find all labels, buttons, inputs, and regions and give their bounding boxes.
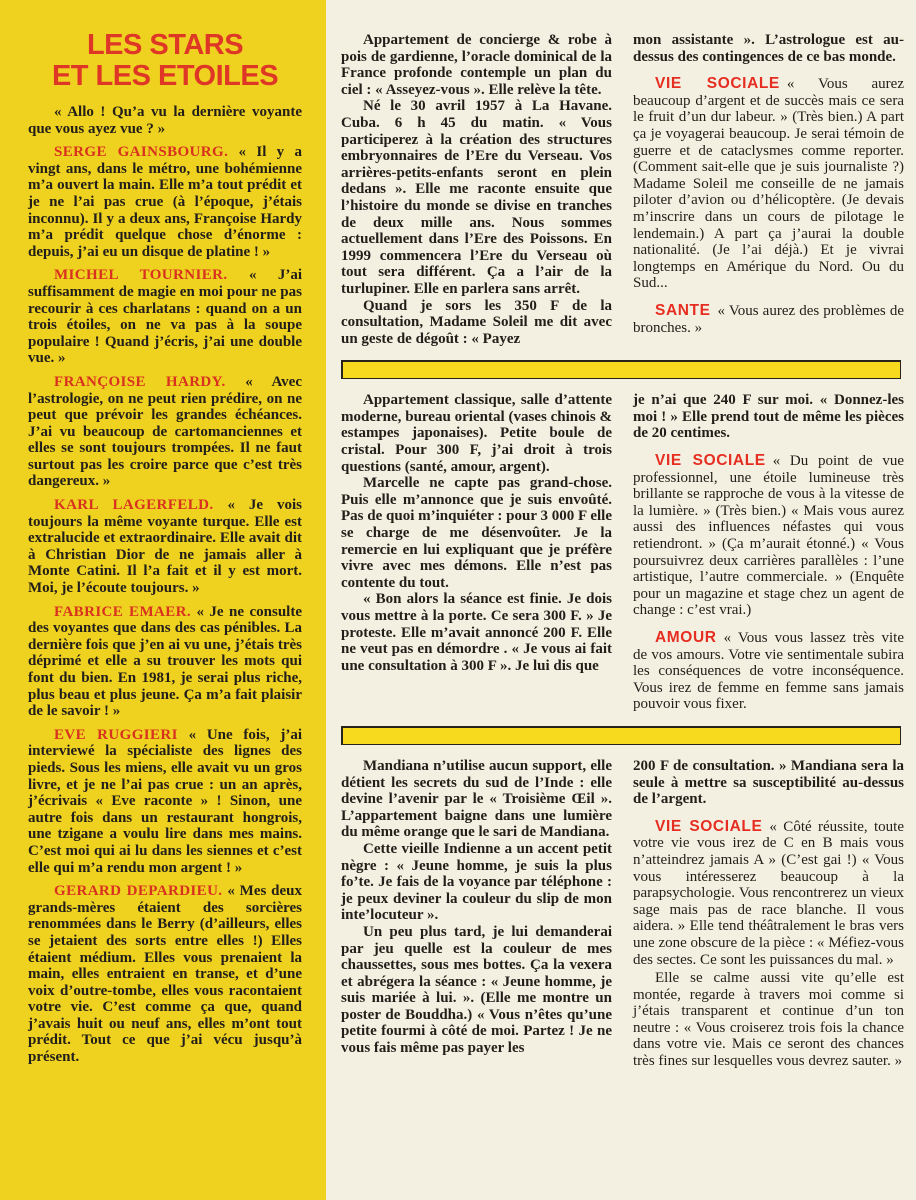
section-2-right-column	[633, 392, 904, 713]
section-header-amour: AMOUR	[655, 629, 717, 646]
celebrity-name: MICHEL TOURNIER.	[54, 267, 228, 284]
article-paragraph: Né le 30 avril 1957 à La Havane. Cuba. 6 h 45 du matin. « Vous participerez à la création des structures embryonnaires de l’Ere du Verseau. Vos arrières-petits-enfants seront en plein dedans ». Elle me raconte ensuite que l’histoire du monde se divise en tranches de deux mille ans. Nous sommes actuellement dans l’Ere des Poissons. En 1999 commencera l’Ere du Verseau où tout sera différent. Ça a l’air de la turlupiner. Elle en parlera sans arrêt.	[341, 98, 612, 297]
continuation-paragraph: je n’ai que 240 F sur moi. « Donnez-les moi ! » Elle prend tout de même les pièces de 20 centimes.	[633, 392, 904, 442]
reading-amour	[633, 630, 904, 713]
article-paragraph: Marcelle ne capte pas grand-chose. Puis elle m’annonce que je suis envoûté. Pas de quoi m’inquiéter : pour 3 000 F elle se charge de me désenvoûter. Je la remercie en lui expliquant que je préfère vivre avec mes démons. Elle n’est pas contente du tout.	[341, 475, 612, 591]
article-paragraph: Appartement de concierge & robe à pois de gardienne, l’oracle dominical de la France profonde contemple un plan du ciel : « Asseyez-vous ». Elle relève la tête.	[341, 32, 612, 98]
continuation-paragraph: 200 F de consultation. » Mandiana sera la seule à mettre sa susceptibilité au-dessus de l’argent.	[633, 757, 904, 808]
article-section-1	[341, 32, 904, 347]
celebrity-quote: « Il y a vingt ans, dans le métro, une bohémienne m’a ouvert la main. Elle m’a tout prédit et je ne l’ai pas crue (à l’époque, j’étais inconnu). Il y a deux ans, Françoise Hardy m’a prédit quelque chose d’énorme : depuis, j’ai eu un disque de platine ! »	[28, 144, 302, 260]
celebrity-name: GERARD DEPARDIEU.	[54, 883, 223, 900]
section-header-vie-sociale: VIE SOCIALE	[655, 817, 763, 835]
reading-sante	[633, 303, 904, 336]
intro-quote: « Allo ! Qu’a vu la dernière voyante que vous ayez vue ? »	[28, 104, 302, 137]
quote-entry	[28, 883, 302, 1066]
article-paragraph: Mandiana n’utilise aucun support, elle détient les secrets du sud de l’Inde : elle devine l’avenir par le « Troisième Œil ». L’appartement baigne dans une lumière du même orange que le sari de Mandiana.	[341, 757, 612, 841]
section-3-right-column	[633, 758, 904, 1070]
section-1-right-column	[633, 32, 904, 347]
reading-vie-sociale	[633, 819, 904, 968]
title-line-2: ET LES ETOILES	[51, 60, 279, 92]
page-title	[28, 30, 302, 92]
quote-entry	[28, 144, 302, 260]
yellow-divider	[341, 360, 901, 379]
celebrity-quote: « Je vois toujours la même voyante turque. Elle est extralucide et extraordinaire. Elle avait dit à Christian Dior de ne jamais aller à Monte Catini. Il l’a fait et il y est mort. Moi, je l’écoute toujours. »	[28, 497, 303, 597]
celebrity-name: FABRICE EMAER.	[54, 603, 192, 620]
section-1-left-column	[341, 32, 612, 347]
article-paragraph: Cette vieille Indienne a un accent petit nègre : « Jeune homme, je suis la plus fo’te. Je fais de la voyance par téléphone : je peux deviner la couleur du slip de mon inte’locuteur ».	[341, 840, 612, 924]
continuation-paragraph: mon assistante ». L’astrologue est au-dessus des contingences de ce bas monde.	[633, 32, 904, 65]
quote-entry	[28, 374, 302, 490]
celebrity-name: FRANÇOISE HARDY.	[54, 373, 226, 390]
article-paragraph: Quand je sors les 350 F de la consultation, Madame Soleil me dit avec un geste de dégoût : « Payez	[341, 297, 612, 347]
reading-text: « Vous aurez beaucoup d’argent et de succès mais ce sera le fruit d’un dur labeur. » (Très bien.) A part ça je voyagerai beaucoup. Je serai témoin de guerre et de cataclysmes comme reporter. (Comment sait-elle que je suis journaliste ?) Madame Soleil me conseille de ne jamais piloter d’avion ou d’hélicoptère. (Je devais m’inscrire dans un cours de pilotage le lendemain.) A part ça j’aurai la double nationalité. (Je l’ai déjà.) Et je vivrai longtemps en Amérique du Nord. Ou du Sud...	[633, 76, 904, 292]
celebrity-quote: « Je ne consulte des voyantes que dans des cas pénibles. La dernière fois que j’en ai vu une, j’étais très déprimé et elle a su trouver les mots qui font du bien. En 1981, je serai plus riche, plus beau et plus jeune. Ça m’a fait plaisir de le savoir ! »	[28, 603, 302, 720]
section-2-left-column	[341, 392, 612, 713]
celebrity-name: EVE RUGGIERI	[54, 726, 178, 743]
quote-entry	[28, 727, 302, 876]
celebrity-name: KARL LAGERFELD.	[54, 497, 214, 514]
reading-text: « Du point de vue professionnel, une étoile lumineuse très brillante se rapproche de vous à la vitesse de la lumière. » (Très bien.) « Mais vous aurez aussi des influences néfastes qui vous retiendront. » (Ça m’aurait étonné.) « Vous poursuivrez deux carrières parallèles : l’une artistique, l’autre commerciale. » (Enquête pour un magazine et stage chez un agent de change : c’est vrai.)	[633, 453, 904, 619]
reading-text: « Côté réussite, toute votre vie vous irez de C en B mais vous n’atteindrez jamais A » (C’est gai !) « Vous vous intéresserez beaucoup à la parapsychologie. Vous rencontrerez un vieux sage mais pas de race blanche. Il vous aidera. » Elle tend théâtralement le bras vers une zone obscure de la pièce : « Méfiez-vous des sectes. Ce sont les puissances du mal. »	[633, 818, 904, 968]
yellow-divider	[341, 726, 901, 745]
reading-vie-sociale	[633, 76, 904, 292]
section-header-sante: SANTE	[655, 301, 711, 319]
stars-sidebar	[0, 0, 326, 1200]
celebrity-quote: « Avec l’astrologie, on ne peut rien prédire, on ne peut que prévoir les grandes échéances. J’ai vu beaucoup de cartomanciennes et elles se sont toujours trompées. Il ne faut surtout pas les croire parce que c’est très dangereux. »	[28, 373, 302, 490]
celebrity-quote: « Une fois, j’ai interviewé la spécialiste des lignes des pieds. Sous les miens, elle avait vu un gros livre, et je ne l’ai pas crue : un an après, j’écrivais « Eve raconte » ! Sinon, une autre fois dans un restaurant hongrois, une tzigane a voulu lire dans mes mains. C’est moi qui ai lu dans les siennes et c’est elle qui m’a rendu mon argent ! »	[28, 726, 302, 876]
article-body	[326, 0, 916, 1200]
section-header-vie-sociale: VIE SOCIALE	[655, 75, 780, 93]
article-paragraph: « Bon alors la séance est finie. Je dois vous mettre à la porte. Ce sera 300 F. » Je proteste. Elle m’avait annoncé 200 F. Elle ne veut pas en démordre . « Je vous ai fait une consultation à 300 F ». Je lui dis que	[341, 591, 612, 674]
article-section-2	[341, 392, 904, 713]
celebrity-name: SERGE GAINSBOURG.	[54, 144, 229, 161]
article-paragraph: Un peu plus tard, je lui demanderai par jeu quelle est la couleur de mes chaussettes, sous mes bottes. Ça la vexera et abrégera la séance : « Jeune homme, je suis mariée à lui. ». (Elle me montre un poster de Bouddha.) « Vous n’êtes qu’une petite fourmi à côté de moi. Partez ! Je ne vous fais même pas payer les	[341, 923, 612, 1057]
article-paragraph: Appartement classique, salle d’attente moderne, bureau oriental (vases chinois & estampes japonaises). Petite boule de cristal. Pour 300 F, j’ai droit à trois questions (santé, amour, argent).	[341, 392, 612, 475]
title-line-1: LES STARS	[86, 29, 244, 61]
celebrity-quote: « Mes deux grands-mères étaient des sorcières renommées dans le Berry (d’ailleurs, elles se jetaient des sorts entre elles !) Elles étaient médium. Elles vous prenaient la main, elles entraient en transe, et d’une voix d’outre-tombe, elles vous racontaient votre vie. C’est comme ça que, quand j’avais huit ou neuf ans, elles m’ont tout prédit. Tout ce que j’ai vécu jusqu’à présent.	[28, 883, 302, 1066]
reading-vie-sociale	[633, 453, 904, 619]
celebrity-quote: « J’ai suffisamment de magie en moi pour ne pas recourir à ces charlatans : quand on a un trois étoiles, on ne va pas à la soupe populaire ! Quand j’écris, j’ai une double vue. »	[28, 267, 302, 367]
section-header-vie-sociale: VIE SOCIALE	[655, 452, 766, 470]
reading-text: « Vous vous lassez très vite de vos amours. Votre vie sentimentale subira les conséquences de votre inconséquence. Vous irez de femme en femme sans jamais pouvoir vous fixer.	[633, 630, 904, 713]
quote-entry	[28, 497, 302, 597]
quote-entry	[28, 604, 302, 720]
closing-paragraph: Elle se calme aussi vite qu’elle est montée, regarde à travers moi comme si j’étais transparent et continue d’un ton neutre : « Vous croiserez trois fois la chance dans votre vie. Mais ce seront des chances très fines sur lesquelles vous devrez sauter. »	[633, 970, 904, 1070]
section-3-left-column	[341, 758, 612, 1070]
reading-text: « Vous aurez des problèmes de bronches. »	[633, 302, 904, 336]
quote-entry	[28, 267, 302, 367]
article-section-3	[341, 758, 904, 1070]
